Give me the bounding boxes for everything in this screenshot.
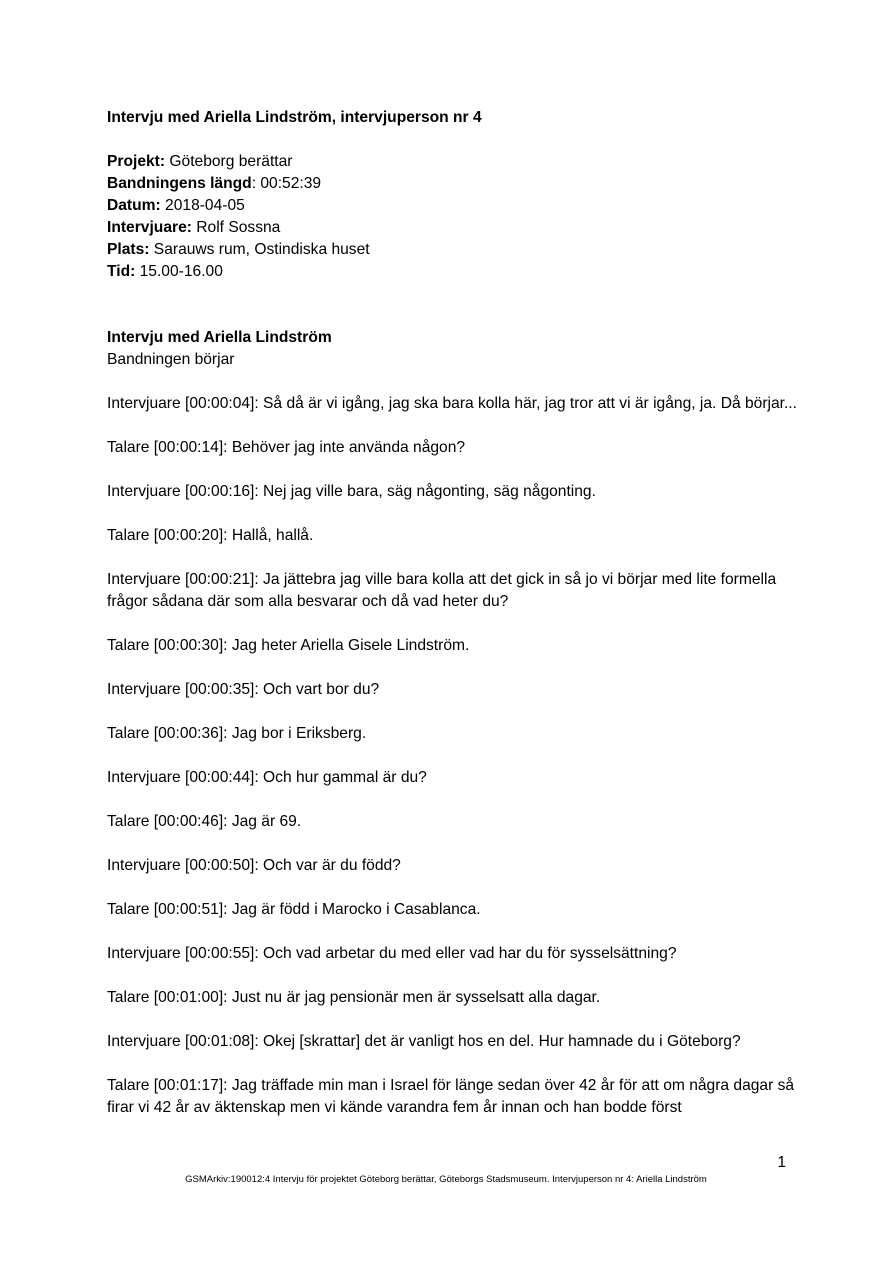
page-footer: GSMArkiv:190012:4 Intervju för projektet Göteborg berättar, Göteborgs Stadsmuseum. Intervjuperson nr 4: Ariella Lindström <box>185 1174 707 1185</box>
transcript-turn: Talare [00:00:36]: Jag bor i Eriksberg. <box>107 725 367 742</box>
transcript-turn: Intervjuare [00:00:16]: Nej jag ville bara, säg någonting, säg någonting. <box>107 483 596 500</box>
meta-interviewer <box>107 217 807 239</box>
meta-date <box>107 195 807 217</box>
meta-label: Intervjuare: <box>107 219 192 236</box>
document-body <box>107 107 807 1119</box>
meta-label: Projekt: <box>107 153 166 170</box>
transcript-turn: Talare [00:00:14]: Behöver jag inte använda någon? <box>107 439 466 456</box>
meta-time <box>107 261 807 283</box>
meta-value: Göteborg berättar <box>165 153 293 170</box>
meta-label: Tid: <box>107 263 136 280</box>
transcript-turn: Talare [00:00:20]: Hallå, hallå. <box>107 527 314 544</box>
meta-place <box>107 239 807 261</box>
transcript-turn: Intervjuare [00:00:04]: Så då är vi igång, jag ska bara kolla här, jag tror att vi är igång, ja. Då börjar... <box>107 395 797 412</box>
transcript <box>107 393 807 1119</box>
meta-label: Plats: <box>107 241 150 258</box>
transcript-turn: Talare [00:00:30]: Jag heter Ariella Gisele Lindström. <box>107 637 470 654</box>
page-number: 1 <box>777 1154 786 1171</box>
section-header <box>107 327 807 371</box>
transcript-turn: Intervjuare [00:00:44]: Och hur gammal är du? <box>107 769 427 786</box>
transcript-turn: Talare [00:01:00]: Just nu är jag pensionär men är sysselsatt alla dagar. <box>107 989 601 1006</box>
meta-value: Rolf Sossna <box>191 219 281 236</box>
meta-duration <box>107 173 807 195</box>
meta-label: Bandningens längd <box>107 175 252 192</box>
meta-value: 2018-04-05 <box>160 197 245 214</box>
transcript-turn: Talare [00:01:17]: Jag träffade min man i Israel för länge sedan över 42 år för att om några dagar så firar vi 42 år av äktenskap men vi kände varandra fem år innan och han bodde först <box>107 1077 795 1116</box>
section-title: Intervju med Ariella Lindström <box>107 329 332 346</box>
transcript-turn: Intervjuare [00:00:35]: Och vart bor du? <box>107 681 380 698</box>
transcript-turn: Talare [00:00:51]: Jag är född i Marocko i Casablanca. <box>107 901 481 918</box>
metadata-block <box>107 151 807 283</box>
meta-value: 15.00-16.00 <box>135 263 223 280</box>
transcript-turn: Intervjuare [00:00:21]: Ja jättebra jag ville bara kolla att det gick in så jo vi börjar med lite formella frågor sådana där som alla besvarar och då vad heter du? <box>107 571 777 610</box>
transcript-turn: Talare [00:00:46]: Jag är 69. <box>107 813 302 830</box>
transcript-turn: Intervjuare [00:00:55]: Och vad arbetar du med eller vad har du för sysselsättning? <box>107 945 677 962</box>
meta-value: Sarauws rum, Ostindiska huset <box>149 241 370 258</box>
meta-value: : 00:52:39 <box>251 175 322 192</box>
meta-project <box>107 151 807 173</box>
document-title: Intervju med Ariella Lindström, intervjuperson nr 4 <box>107 109 482 126</box>
transcript-turn: Intervjuare [00:01:08]: Okej [skrattar] det är vanligt hos en del. Hur hamnade du i Göteborg? <box>107 1033 741 1050</box>
transcript-turn: Intervjuare [00:00:50]: Och var är du född? <box>107 857 401 874</box>
section-subtitle: Bandningen börjar <box>107 351 235 368</box>
meta-label: Datum: <box>107 197 161 214</box>
